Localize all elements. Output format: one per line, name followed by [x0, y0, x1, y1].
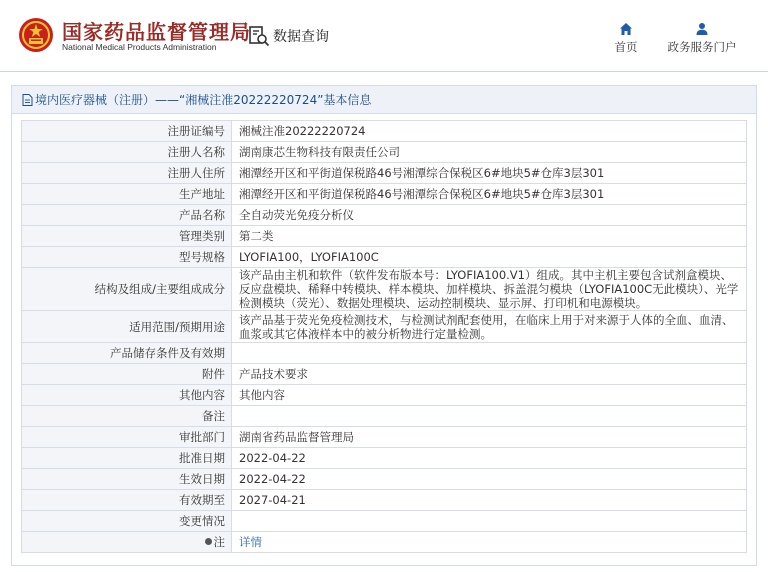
- table-row: [22, 532, 747, 553]
- nav-service-portal[interactable]: [662, 22, 742, 55]
- row-value: 该产品由主机和软件（软件发布版本号：LYOFIA100.V1）组成。其中主机主要包含试剂盒模块、反应盘模块、稀释中转模块、样本模块、加样模块、拆盖混匀模块（LYOFIA100C无此模块）、光学检测模块（荧光）、数据处理模块、运动控制模块、显示屏、打印机和电源模块。: [232, 268, 747, 311]
- row-value: 2022-04-22: [232, 448, 747, 469]
- row-value: 湖南省药品监督管理局: [232, 427, 747, 448]
- note-label: [22, 532, 232, 553]
- row-label: 其他内容: [22, 385, 232, 406]
- bullet-icon: [205, 538, 212, 545]
- nav-home[interactable]: [608, 22, 644, 55]
- row-label: 适用范围/预期用途: [22, 311, 232, 343]
- row-value: 其他内容: [232, 385, 747, 406]
- home-icon: [619, 22, 633, 36]
- table-row: [22, 448, 747, 469]
- document-icon: [22, 94, 33, 106]
- note-value: [232, 532, 747, 553]
- org-name-en: National Medical Products Administration: [62, 42, 217, 52]
- row-value: 2027-04-21: [232, 490, 747, 511]
- row-label: 生效日期: [22, 469, 232, 490]
- table-row: [22, 205, 747, 226]
- row-label: 备注: [22, 406, 232, 427]
- table-row: [22, 121, 747, 142]
- row-label: 管理类别: [22, 226, 232, 247]
- national-emblem-logo: [18, 17, 54, 53]
- table-row: [22, 142, 747, 163]
- document-search-icon: [248, 25, 270, 47]
- row-label: 审批部门: [22, 427, 232, 448]
- details-link[interactable]: 详情: [239, 535, 262, 549]
- table-row: [22, 406, 747, 427]
- row-value: [232, 343, 747, 364]
- row-value: LYOFIA100，LYOFIA100C: [232, 247, 747, 268]
- table-row: [22, 427, 747, 448]
- row-label: 批准日期: [22, 448, 232, 469]
- table-row: [22, 364, 747, 385]
- row-label: 产品储存条件及有效期: [22, 343, 232, 364]
- table-row: [22, 163, 747, 184]
- data-query-label: 数据查询: [273, 29, 329, 45]
- table-row: [22, 343, 747, 364]
- row-label: 结构及组成/主要组成成分: [22, 268, 232, 311]
- table-row: [22, 268, 747, 311]
- row-value: 湘潭经开区和平街道保税路46号湘潭综合保税区6#地块5#仓库3层301: [232, 163, 747, 184]
- row-label: 附件: [22, 364, 232, 385]
- row-value: 产品技术要求: [232, 364, 747, 385]
- row-label: 型号规格: [22, 247, 232, 268]
- table-row: [22, 247, 747, 268]
- row-label: 生产地址: [22, 184, 232, 205]
- org-name-cn: 国家药品监督管理局: [62, 20, 251, 44]
- row-label: 注册人名称: [22, 142, 232, 163]
- table-row: [22, 311, 747, 343]
- row-value: 湘潭经开区和平街道保税路46号湘潭综合保税区6#地块5#仓库3层301: [232, 184, 747, 205]
- row-label: 注册证编号: [22, 121, 232, 142]
- detail-panel: [11, 85, 757, 566]
- breadcrumb: [12, 86, 756, 114]
- nav-service-portal-label: 政务服务门户: [667, 40, 737, 54]
- row-value: 湘械注准20222220724: [232, 121, 747, 142]
- user-icon: [695, 22, 709, 36]
- note-label-text: 注: [213, 535, 225, 549]
- table-row: [22, 385, 747, 406]
- breadcrumb-text: 境内医疗器械（注册）——“湘械注准20222220724”基本信息: [35, 93, 372, 107]
- nav-home-label: 首页: [614, 40, 638, 54]
- row-value: 全自动荧光免疫分析仪: [232, 205, 747, 226]
- data-query-link[interactable]: [248, 25, 329, 47]
- row-value: 该产品基于荧光免疫检测技术，与检测试剂配套使用，在临床上用于对来源于人体的全血、血清、血浆或其它体液样本中的被分析物进行定量检测。: [232, 311, 747, 343]
- row-label: 变更情况: [22, 511, 232, 532]
- row-value: [232, 511, 747, 532]
- site-header: [0, 0, 768, 72]
- row-value: 湖南康芯生物科技有限责任公司: [232, 142, 747, 163]
- row-value: 2022-04-22: [232, 469, 747, 490]
- registration-info-table: [21, 120, 747, 553]
- row-label: 注册人住所: [22, 163, 232, 184]
- row-label: 有效期至: [22, 490, 232, 511]
- table-row: [22, 469, 747, 490]
- row-value: [232, 406, 747, 427]
- table-row: [22, 490, 747, 511]
- row-label: 产品名称: [22, 205, 232, 226]
- table-row: [22, 511, 747, 532]
- row-value: 第二类: [232, 226, 747, 247]
- table-row: [22, 226, 747, 247]
- table-row: [22, 184, 747, 205]
